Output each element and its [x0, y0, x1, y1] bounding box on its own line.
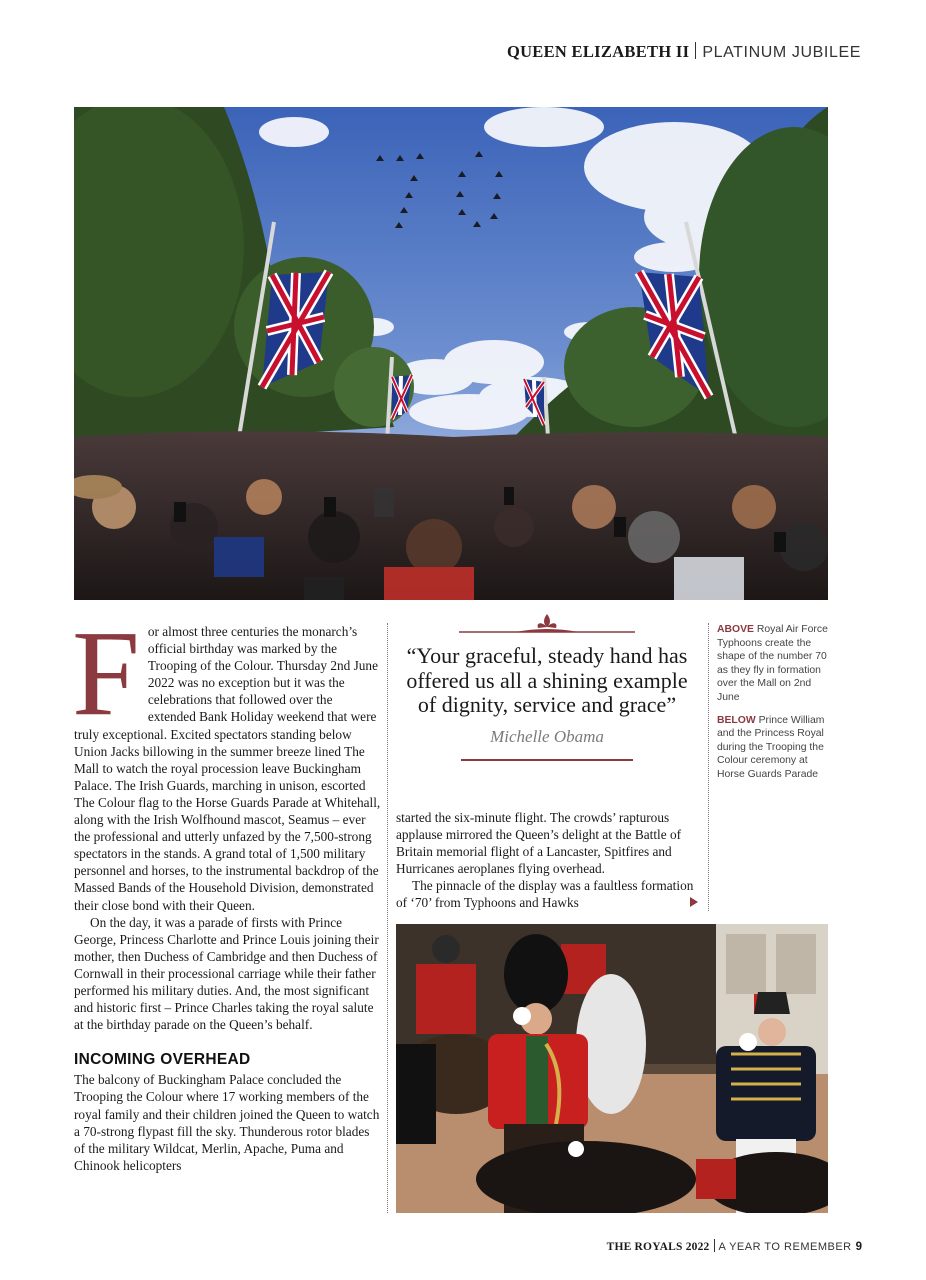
- drop-cap: F: [72, 606, 140, 741]
- paragraph-flight: started the six-minute flight. The crowds’ rapturous applause mirrored the Queen’s delight at the Battle of Britain memorial flight of a Lancaster, Spitfires and Hurricanes aeroplanes flying overhead.: [396, 810, 682, 877]
- header-section: PLATINUM JUBILEE: [702, 44, 861, 61]
- paragraph-firsts: On the day, it was a parade of firsts with Prince George, Princess Charlotte and Prince Louis joining their mother, then Duchess of Cambridge and then Duchess of Cornwall in their processional carriage while their father performed his military duties. And, the most significant and historic first – Prince Charles taking the royal salute at the birthday parade on the Queen’s behalf.: [74, 914, 379, 1033]
- article-column-middle: [396, 809, 701, 912]
- photo-captions: [717, 623, 832, 791]
- intro-paragraph: or almost three centuries the monarch’s official birthday was marked by the Trooping of the Colour. Thursday 2nd June 2022 was no exception but it was the celebrations that followed over the extended Bank Holiday weekend that were truly exceptional. Excited spectators standing below Union Jacks billowing in the summer breeze lined The Mall to watch the royal procession leave Buckingham Palace. The Irish Guards, marching in unison, escorted The Colour flag to the Horse Guards Parade at Whitehall, along with the Irish Wolfhound mascot, Seamus – ever the professional and utterly unfazed by the 7,500-strong spectators in the stands. A grand total of 1,500 military personnel and horses, to the instrumental backdrop of the Massed Bands of the Household Division, demonstrated their close bond with their Queen.: [74, 624, 381, 913]
- caption-below: [717, 714, 832, 782]
- caption-above-label: ABOVE: [717, 624, 754, 635]
- pull-quote-text: “Your graceful, steady hand has offered us all a shining example of dignity, service and grace”: [406, 643, 688, 717]
- caption-above: [717, 623, 832, 705]
- header-divider: [695, 42, 696, 59]
- article-column-left: [72, 606, 382, 1174]
- fleur-ornament-icon: [457, 612, 637, 636]
- running-footer: [540, 1239, 862, 1255]
- caption-below-label: BELOW: [717, 714, 756, 726]
- footer-title: THE ROYALS 2022: [606, 1241, 710, 1253]
- subheading: INCOMING OVERHEAD: [74, 1051, 251, 1069]
- pull-quote: [396, 612, 698, 761]
- footer-section: A YEAR TO REMEMBER: [718, 1241, 852, 1253]
- continue-arrow-icon: [690, 897, 698, 907]
- running-header: [400, 42, 861, 63]
- page-number: 9: [855, 1241, 862, 1253]
- trooping-colour-photo: [396, 924, 828, 1213]
- parade-illustration: [396, 924, 828, 1213]
- caption-below-text: Prince William and the Princess Royal during the Trooping the Colour ceremony at Horse Guards Parade: [717, 714, 825, 780]
- paragraph-balcony: The balcony of Buckingham Palace concluded the Trooping the Colour where 17 working members of the royal family and their children joined the Queen to watch a 70-strong flypast fill the sky. Thunderous rotor blades of the military Wildcat, Merlin, Apache, Puma and Chinook helicopters: [74, 1072, 380, 1173]
- flypast-illustration: [74, 107, 828, 600]
- column-divider: [387, 623, 388, 1213]
- header-title: QUEEN ELIZABETH II: [506, 42, 690, 61]
- flypast-photo: [74, 107, 828, 600]
- footer-divider: [714, 1239, 715, 1252]
- paragraph-pinnacle: The pinnacle of the display was a faultless formation of ‘70’ from Typhoons and Hawks: [396, 878, 694, 911]
- caption-divider: [708, 623, 709, 911]
- caption-above-text: Royal Air Force Typhoons create the shape of the number 70 as they fly in formation over the Mall on 2nd June: [717, 624, 828, 703]
- pull-quote-attribution: Michelle Obama: [490, 726, 604, 746]
- pull-quote-rule: [461, 759, 633, 761]
